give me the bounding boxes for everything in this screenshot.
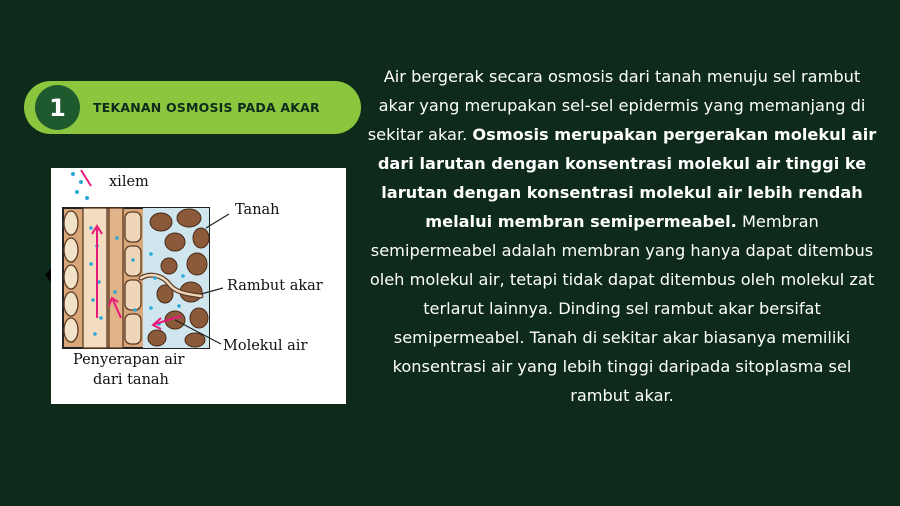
label-tanah: Tanah bbox=[235, 202, 280, 218]
label-xilem: xilem bbox=[109, 174, 149, 190]
arrow-up-top bbox=[81, 170, 91, 186]
section-heading-pill bbox=[24, 81, 361, 134]
label-dari-tanah: dari tanah bbox=[93, 372, 169, 388]
water-dots-top bbox=[71, 172, 89, 200]
label-rambut-akar: Rambut akar bbox=[227, 278, 323, 294]
label-penyerapan-air: Penyerapan air bbox=[73, 352, 185, 368]
paragraph-intro: Air bergerak secara osmosis dari tanah menuju sel rambut akar yang merupakan sel-sel epidermis yang memanjang di sekitar akar. bbox=[367, 67, 866, 144]
osmosis-explanation-paragraph bbox=[364, 62, 880, 410]
label-molekul-air: Molekul air bbox=[223, 338, 308, 354]
xylem-wall bbox=[109, 208, 123, 348]
paragraph-rest: Membran semipermeabel adalah membran yang hanya dapat ditembus oleh molekul air, tetapi tidak dapat ditembus oleh molekul zat terlarut lainnya. Dinding sel rambut akar bersifat semipermeabel. Tanah di sekitar akar biasanya memiliki konsentrasi air yang lebih tinggi daripada sitoplasma sel rambut akar. bbox=[369, 212, 875, 405]
section-title: TEKANAN OSMOSIS PADA AKAR bbox=[93, 100, 320, 115]
cortex-cells bbox=[64, 211, 78, 342]
paragraph-definition: Osmosis merupakan pergerakan molekul air dari larutan dengan konsentrasi molekul air tinggi ke larutan dengan konsentrasi molekul air lebih rendah melalui membran semipermeabel. bbox=[377, 125, 877, 231]
section-number-badge: 1 bbox=[35, 85, 80, 130]
root-osmosis-diagram bbox=[51, 168, 346, 404]
